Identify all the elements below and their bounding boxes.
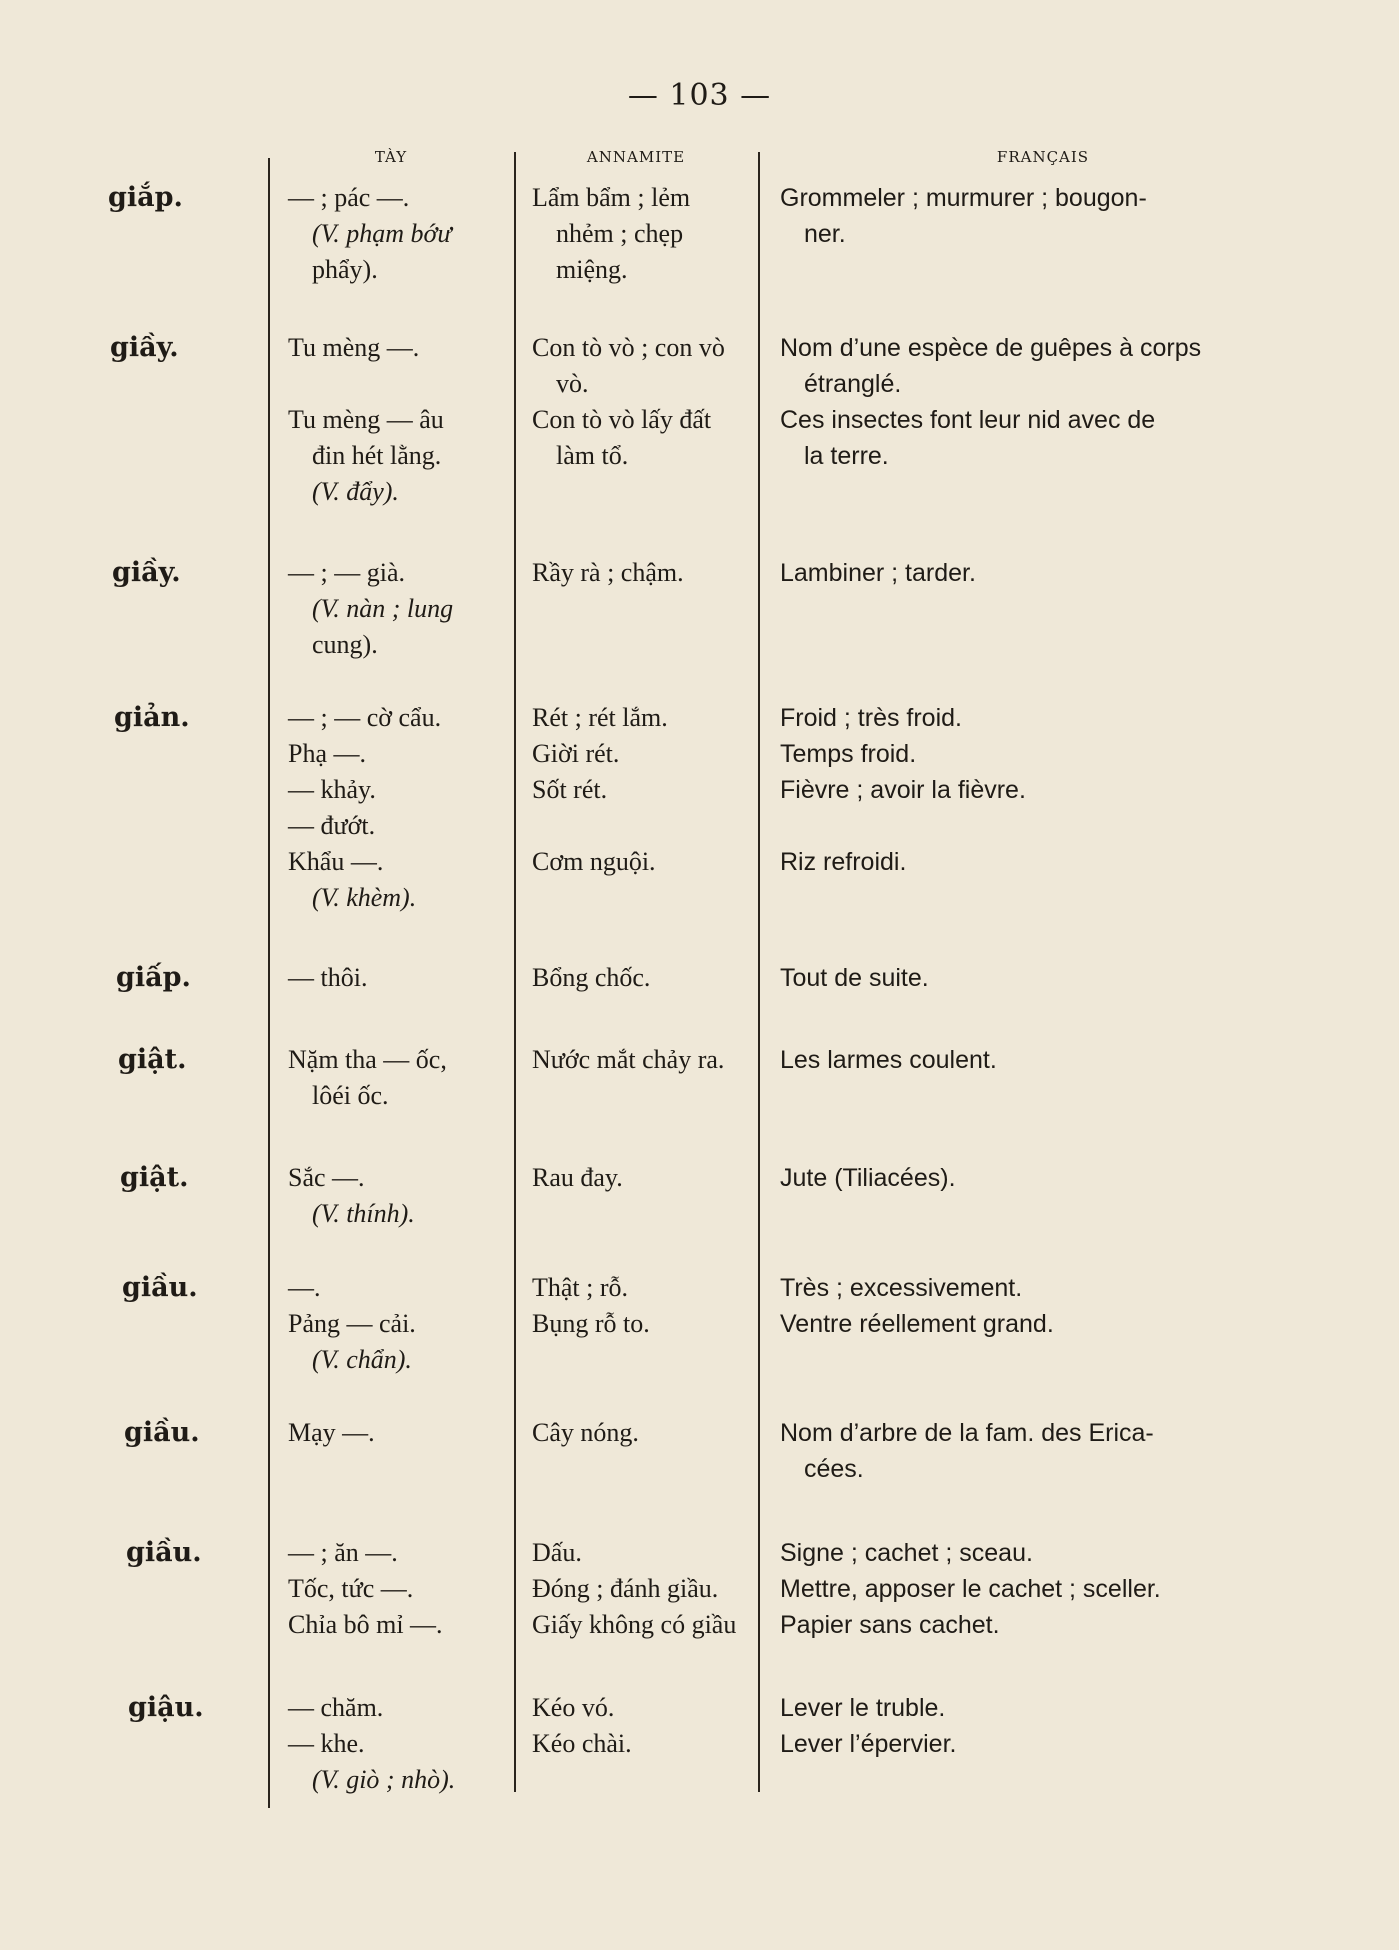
entry-annamite-line: Con tò vò lấy đất xyxy=(532,405,712,434)
entry-annamite-line: làm tổ. xyxy=(556,441,629,470)
entry-annamite-line: Nước mắt chảy ra. xyxy=(532,1045,725,1074)
entry-francais-cell xyxy=(780,700,1026,880)
entry-annamite-cell xyxy=(532,1042,724,1078)
column-rule-2 xyxy=(514,152,516,1792)
entry-francais-line: Grommeler ; murmurer ; bougon- xyxy=(780,184,1147,212)
entry-tay-cell xyxy=(288,180,452,288)
entry-annamite-cell xyxy=(532,960,650,996)
entry-francais-line: ner. xyxy=(804,220,846,248)
entry-tay-cell xyxy=(288,555,453,663)
entry-francais-line: Lambiner ; tarder. xyxy=(780,559,976,587)
entry-tay-cell xyxy=(288,1042,447,1114)
entry-tay-line: — ; ăn —. xyxy=(288,1538,398,1567)
entry-tay-line: Chỉa bô mỉ —. xyxy=(288,1610,443,1639)
entry-tay-line: Pảng — cải. xyxy=(288,1309,416,1338)
entry-francais-line: Ventre réellement grand. xyxy=(780,1310,1054,1338)
entry-annamite-line xyxy=(532,808,668,844)
entry-tay-line: Tu mèng — âu xyxy=(288,405,444,434)
entry-francais-line: Ces insectes font leur nid avec de xyxy=(780,406,1156,434)
entry-francais-line: cées. xyxy=(804,1455,864,1483)
entry-headword: giầy. xyxy=(110,332,179,363)
entry-headword: giắp. xyxy=(108,182,183,213)
entry-tay-line: Tu mèng —. xyxy=(288,333,420,362)
entry-annamite-line: Cơm nguội. xyxy=(532,847,656,876)
entry-tay-line: Nặm tha — ốc, xyxy=(288,1045,447,1074)
entry-francais-line: Les larmes coulent. xyxy=(780,1046,997,1074)
entry-tay-cell xyxy=(288,1415,375,1451)
header-annamite: ANNAMITE xyxy=(586,148,686,166)
entry-tay-line: (V. đẩy). xyxy=(312,477,399,506)
entry-headword: giật. xyxy=(120,1162,189,1193)
entry-annamite-cell xyxy=(532,1535,736,1643)
entry-tay-line: (V. chẩn). xyxy=(312,1345,412,1374)
column-rule-3 xyxy=(758,152,760,1792)
page-number: — 103 — xyxy=(627,78,772,113)
entry-annamite-cell xyxy=(532,330,725,474)
entry-tay-cell xyxy=(288,1270,416,1378)
column-rule-1 xyxy=(268,158,270,1808)
entry-tay-line: Khẩu —. xyxy=(288,847,384,876)
entry-tay-line xyxy=(288,366,444,402)
entry-annamite-cell xyxy=(532,1270,650,1342)
entry-annamite-line: Bụng rỗ to. xyxy=(532,1309,650,1338)
entry-annamite-line: Thật ; rỗ. xyxy=(532,1273,629,1302)
entry-annamite-cell xyxy=(532,1690,632,1762)
entry-francais-line: Fièvre ; avoir la fièvre. xyxy=(780,776,1026,804)
entry-annamite-line: Sốt rét. xyxy=(532,775,608,804)
entry-annamite-line: Rét ; rét lắm. xyxy=(532,703,668,732)
entry-francais-line xyxy=(780,808,1026,844)
entry-annamite-line: vò. xyxy=(556,369,589,398)
entry-francais-line: Papier sans cachet. xyxy=(780,1611,1000,1639)
entry-tay-line: (V. phạm bớư xyxy=(312,219,452,248)
entry-headword: giản. xyxy=(114,702,190,733)
entry-annamite-cell xyxy=(532,700,668,880)
entry-tay-line: Mạy —. xyxy=(288,1418,375,1447)
entry-annamite-line: nhẻm ; chẹp xyxy=(556,219,684,248)
entry-francais-line: Lever le truble. xyxy=(780,1694,946,1722)
entry-tay-line: (V. thính). xyxy=(312,1199,415,1228)
entry-francais-line: Signe ; cachet ; sceau. xyxy=(780,1539,1033,1567)
entry-tay-cell xyxy=(288,1160,415,1232)
entry-annamite-cell xyxy=(532,555,684,591)
entry-tay-cell xyxy=(288,330,444,510)
entry-tay-line: Tốc, tức —. xyxy=(288,1574,414,1603)
entry-tay-cell xyxy=(288,1690,455,1798)
entry-tay-cell xyxy=(288,960,367,996)
entry-annamite-cell xyxy=(532,1160,623,1196)
entry-tay-line: (V. giò ; nhò). xyxy=(312,1765,456,1794)
entry-francais-line: Tout de suite. xyxy=(780,964,929,992)
entry-headword: giấp. xyxy=(116,962,191,993)
entry-francais-line: Froid ; très froid. xyxy=(780,704,962,732)
entry-annamite-line: Rầy rà ; chậm. xyxy=(532,558,684,587)
entry-annamite-line: Cây nóng. xyxy=(532,1418,639,1447)
entry-tay-line: — khảy. xyxy=(288,775,376,804)
entry-tay-line: — ; — cờ cẩu. xyxy=(288,703,442,732)
entry-francais-line: Lever l’épervier. xyxy=(780,1730,957,1758)
header-tay: TÀY xyxy=(374,148,408,166)
entry-headword: giầy. xyxy=(112,557,181,588)
entry-tay-cell xyxy=(288,1535,443,1643)
entry-annamite-line: miệng. xyxy=(556,255,628,284)
entry-headword: giầu. xyxy=(124,1417,200,1448)
entry-annamite-line: Rau đay. xyxy=(532,1163,623,1192)
entry-tay-line: — đướt. xyxy=(288,811,376,840)
entry-francais-line: Temps froid. xyxy=(780,740,917,768)
entry-francais-line: Très ; excessivement. xyxy=(780,1274,1023,1302)
entry-francais-line: étranglé. xyxy=(804,370,902,398)
entry-annamite-line: Kéo vó. xyxy=(532,1693,615,1722)
entry-tay-line: — chăm. xyxy=(288,1693,384,1722)
entry-francais-cell xyxy=(780,180,1147,252)
entry-annamite-line: Bổng chốc. xyxy=(532,963,651,992)
entry-annamite-line: Giấy không có giầu xyxy=(532,1610,737,1639)
entry-francais-line: Riz refroidi. xyxy=(780,848,907,876)
entry-francais-cell xyxy=(780,1535,1161,1643)
entry-tay-line: (V. khèm). xyxy=(312,883,417,912)
entry-francais-cell xyxy=(780,1042,997,1078)
entry-tay-line: —. xyxy=(288,1273,321,1302)
entry-annamite-line: Lẩm bẩm ; lẻm xyxy=(532,183,691,212)
entry-francais-cell xyxy=(780,1270,1054,1342)
entry-tay-line: Sắc —. xyxy=(288,1163,365,1192)
entry-annamite-line: Kéo chài. xyxy=(532,1729,632,1758)
entry-annamite-cell xyxy=(532,1415,639,1451)
entry-annamite-line: Đóng ; đánh giầu. xyxy=(532,1574,719,1603)
entry-francais-line: Jute (Tiliacées). xyxy=(780,1164,956,1192)
entry-tay-line: lôéi ốc. xyxy=(312,1081,389,1110)
entry-francais-cell xyxy=(780,1415,1154,1487)
entry-francais-cell xyxy=(780,1160,956,1196)
entry-headword: giậu. xyxy=(128,1692,204,1723)
entry-tay-line: phẩy). xyxy=(312,255,378,284)
entry-francais-cell xyxy=(780,960,929,996)
entry-headword: giầu. xyxy=(126,1537,202,1568)
entry-tay-line: Phạ —. xyxy=(288,739,366,768)
entry-headword: giầu. xyxy=(122,1272,198,1303)
entry-francais-line: Nom d’arbre de la fam. des Erica- xyxy=(780,1419,1154,1447)
entry-francais-cell xyxy=(780,330,1201,474)
entry-annamite-cell xyxy=(532,180,690,288)
entry-tay-line: đin hét lằng. xyxy=(312,441,442,470)
entry-annamite-line: Con tò vò ; con vò xyxy=(532,333,725,362)
entry-tay-line: — ; pác —. xyxy=(288,183,410,212)
header-francais: FRANÇAIS xyxy=(996,148,1090,166)
entry-annamite-line: Giời rét. xyxy=(532,739,620,768)
entry-tay-cell xyxy=(288,700,441,916)
entry-annamite-line: Dấu. xyxy=(532,1538,582,1567)
entry-tay-line: — thôi. xyxy=(288,963,368,992)
entry-headword: giật. xyxy=(118,1044,187,1075)
entry-tay-line: — khe. xyxy=(288,1729,365,1758)
entry-tay-line: cung). xyxy=(312,630,378,659)
entry-francais-cell xyxy=(780,555,976,591)
entry-tay-line: — ; — già. xyxy=(288,558,405,587)
entry-francais-line: Nom d’une espèce de guêpes à corps xyxy=(780,334,1202,362)
entry-tay-line: (V. nàn ; lung xyxy=(312,594,454,623)
entry-francais-line: Mettre, apposer le cachet ; sceller. xyxy=(780,1575,1161,1603)
entry-francais-line: la terre. xyxy=(804,442,889,470)
entry-francais-cell xyxy=(780,1690,956,1762)
